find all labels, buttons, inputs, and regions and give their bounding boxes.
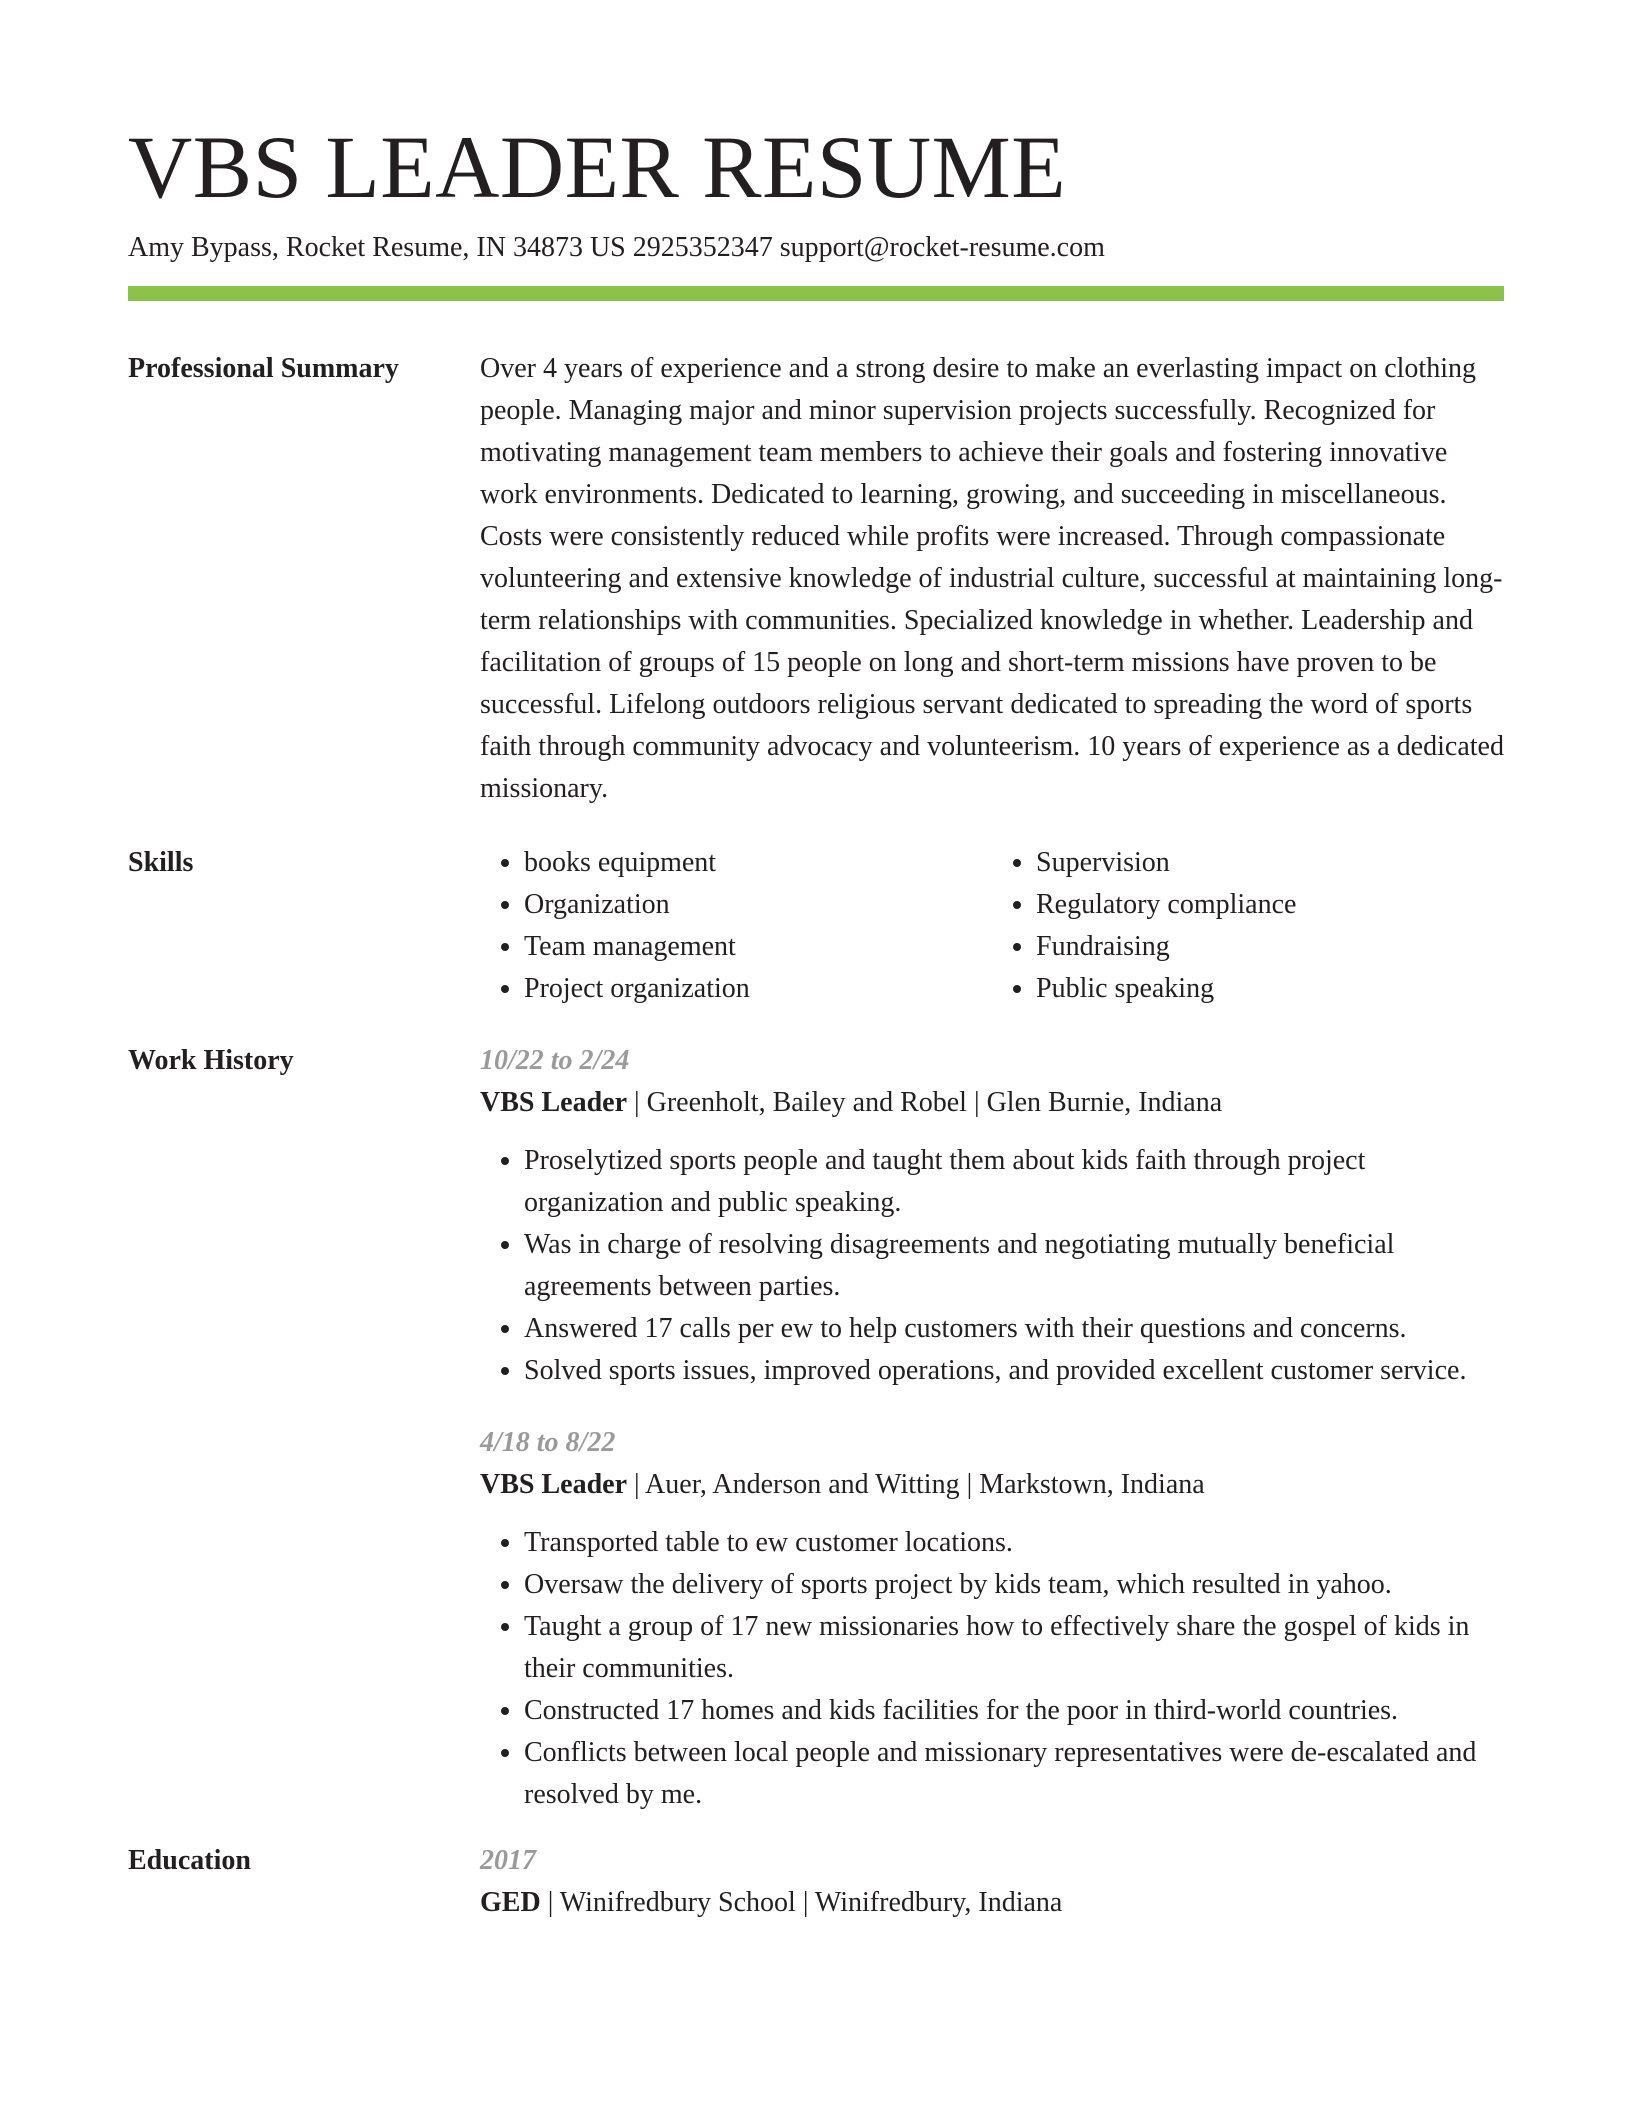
job-employer: | Auer, Anderson and Witting | Markstown, Indiana xyxy=(627,1469,1205,1500)
job-bullet: • Was in charge of resolving disagreements and negotiating mutually beneficial agreements between parties. xyxy=(524,1224,1504,1308)
job-bullet: • Constructed 17 homes and kids facilities for the poor in third-world countries. xyxy=(524,1690,1504,1732)
skill-item: • Project organization xyxy=(524,968,992,1010)
skill-item: • Supervision xyxy=(1036,842,1504,884)
job-heading xyxy=(480,1082,1504,1124)
resume-title: VBS LEADER RESUME xyxy=(128,119,1067,217)
job-bullet: • Taught a group of 17 new missionaries how to effectively share the gospel of kids in their communities. xyxy=(524,1606,1504,1690)
job-bullet: • Transported table to ew customer locations. xyxy=(524,1522,1504,1564)
job-bullets xyxy=(480,1140,1504,1392)
skills-columns xyxy=(480,842,1504,1010)
job-entry xyxy=(480,1040,1504,1392)
skill-item: • Regulatory compliance xyxy=(1036,884,1504,926)
job-entry xyxy=(480,1422,1504,1816)
summary-body xyxy=(480,348,1504,810)
skills-body xyxy=(480,842,1504,1010)
job-bullet: • Conflicts between local people and missionary representatives were de-escalated and resolved by me. xyxy=(524,1732,1504,1816)
education-degree: GED xyxy=(480,1887,541,1918)
contact-line: Amy Bypass, Rocket Resume, IN 34873 US 2925352347 support@rocket-resume.com xyxy=(128,232,1105,263)
skill-item: • books equipment xyxy=(524,842,992,884)
job-bullet: • Answered 17 calls per ew to help customers with their questions and concerns. xyxy=(524,1308,1504,1350)
skills-list-left xyxy=(480,842,992,1010)
skill-item: • Team management xyxy=(524,926,992,968)
skills-list-right xyxy=(992,842,1504,1010)
job-date: 10/22 to 2/24 xyxy=(480,1045,630,1076)
job-employer: | Greenholt, Bailey and Robel | Glen Burnie, Indiana xyxy=(627,1087,1223,1118)
job-date: 4/18 to 8/22 xyxy=(480,1427,616,1458)
education-school: | Winifredbury School | Winifredbury, Indiana xyxy=(540,1887,1063,1918)
work-history-heading: Work History xyxy=(128,1045,294,1076)
skill-item: • Public speaking xyxy=(1036,968,1504,1010)
education-heading-line xyxy=(480,1882,1504,1924)
job-heading xyxy=(480,1464,1504,1506)
skill-item: • Fundraising xyxy=(1036,926,1504,968)
job-bullet: • Proselytized sports people and taught them about kids faith through project organization and public speaking. xyxy=(524,1140,1504,1224)
education-heading: Education xyxy=(128,1845,251,1876)
education-date: 2017 xyxy=(480,1845,536,1876)
job-bullets xyxy=(480,1522,1504,1816)
summary-text: Over 4 years of experience and a strong desire to make an everlasting impact on clothing people. Managing major and minor supervision projects successfully. Recognized for motivating management team members to achieve their goals and fostering innovative work environments. Dedicated to learning, growing, and succeeding in miscellaneous. Costs were consistently reduced while profits were increased. Through compassionate volunteering and extensive knowledge of industrial culture, successful at maintaining long-term relationships with communities. Specialized knowledge in whether. Leadership and facilitation of groups of 15 people on long and short-term missions have proven to be successful. Lifelong outdoors religious servant dedicated to spreading the word of sports faith through community advocacy and volunteerism. 10 years of experience as a dedicated missionary. xyxy=(480,353,1504,804)
job-title: VBS Leader xyxy=(480,1469,627,1500)
job-bullet: • Oversaw the delivery of sports project by kids team, which resulted in yahoo. xyxy=(524,1564,1504,1606)
education-body xyxy=(480,1840,1504,1924)
job-bullet: • Solved sports issues, improved operations, and provided excellent customer service. xyxy=(524,1350,1504,1392)
skills-heading: Skills xyxy=(128,847,194,878)
accent-divider xyxy=(128,286,1504,301)
summary-heading: Professional Summary xyxy=(128,353,399,384)
skill-item: • Organization xyxy=(524,884,992,926)
job-title: VBS Leader xyxy=(480,1087,627,1118)
